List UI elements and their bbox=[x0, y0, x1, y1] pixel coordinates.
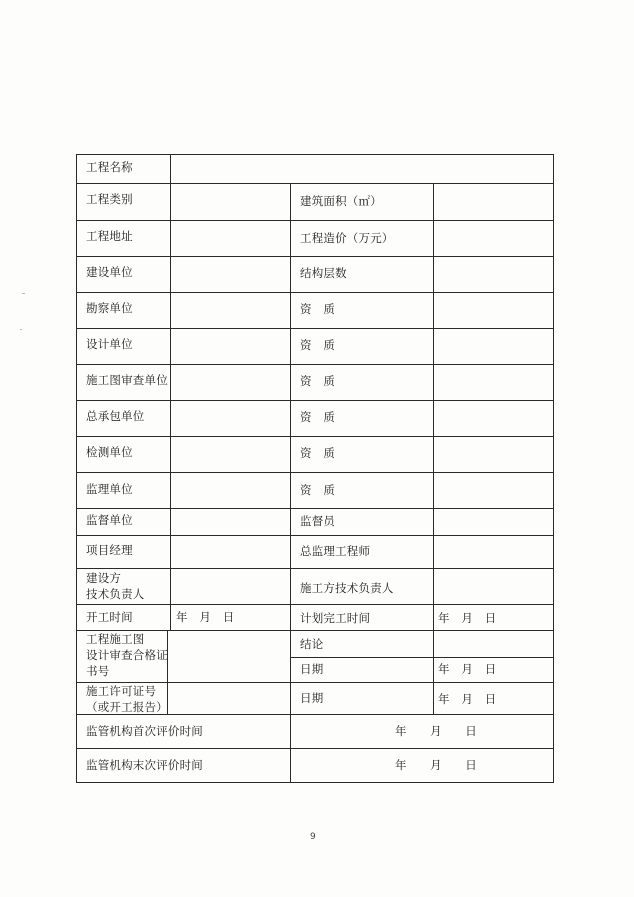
planned-completion-value: 年 月 日 bbox=[438, 611, 497, 625]
project-name-label: 工程名称 bbox=[86, 160, 133, 174]
oversight-unit-label: 监督单位 bbox=[86, 513, 133, 527]
structure-floors-label: 结构层数 bbox=[300, 266, 347, 280]
inspector-label: 监督员 bbox=[300, 514, 336, 528]
construction-permit-line1: 施工许可证号 bbox=[86, 684, 157, 698]
review-date-value: 年 月 日 bbox=[438, 662, 497, 676]
project-address-label: 工程地址 bbox=[86, 229, 133, 243]
construction-permit-line2: （或开工报告） bbox=[86, 700, 168, 714]
supervision-qualification-label: 资 质 bbox=[300, 483, 336, 497]
first-evaluation-label: 监管机构首次评价时间 bbox=[86, 724, 203, 738]
permit-date-label: 日期 bbox=[300, 691, 324, 705]
planned-completion-label: 计划完工时间 bbox=[300, 611, 371, 625]
building-area-label: 建筑面积（㎡） bbox=[300, 194, 382, 208]
scan-speck bbox=[20, 329, 22, 330]
design-review-cert-line2: 设计审查合格证 bbox=[86, 648, 168, 662]
owner-tech-lead-line1: 建设方 bbox=[86, 571, 122, 585]
permit-date-value: 年 月 日 bbox=[438, 692, 497, 706]
project-category-label: 工程类别 bbox=[86, 192, 133, 206]
design-review-cert-label bbox=[86, 631, 168, 679]
design-review-cert-line3: 书号 bbox=[86, 664, 110, 678]
owner-tech-lead-label bbox=[86, 570, 145, 602]
review-qualification-label: 资 质 bbox=[300, 374, 336, 388]
last-evaluation-date: 年 月 日 bbox=[395, 758, 477, 772]
start-date-label: 开工时间 bbox=[86, 610, 133, 624]
design-qualification-label: 资 质 bbox=[300, 338, 336, 352]
design-review-cert-line1: 工程施工图 bbox=[86, 632, 145, 646]
first-evaluation-date: 年 月 日 bbox=[395, 724, 477, 738]
construction-unit-label: 建设单位 bbox=[86, 265, 133, 279]
testing-unit-label: 检测单位 bbox=[86, 445, 133, 459]
construction-permit-label bbox=[86, 683, 168, 715]
drawing-review-unit-label: 施工图审查单位 bbox=[86, 373, 168, 387]
design-unit-label: 设计单位 bbox=[86, 337, 133, 351]
review-date-label: 日期 bbox=[300, 662, 324, 676]
owner-tech-lead-line2: 技术负责人 bbox=[86, 587, 145, 601]
chief-supervisor-label: 总监理工程师 bbox=[300, 544, 371, 558]
project-cost-label: 工程造价（万元） bbox=[300, 231, 394, 245]
contractor-qualification-label: 资 质 bbox=[300, 410, 336, 424]
survey-unit-label: 勘察单位 bbox=[86, 301, 133, 315]
review-conclusion-label: 结论 bbox=[300, 637, 324, 651]
survey-qualification-label: 资 质 bbox=[300, 302, 336, 316]
page-number: 9 bbox=[310, 832, 316, 842]
start-date-value: 年 月 日 bbox=[176, 610, 235, 624]
testing-qualification-label: 资 质 bbox=[300, 446, 336, 460]
scan-speck bbox=[22, 293, 25, 294]
project-manager-label: 项目经理 bbox=[86, 543, 133, 557]
last-evaluation-label: 监管机构末次评价时间 bbox=[86, 758, 203, 772]
supervision-unit-label: 监理单位 bbox=[86, 482, 133, 496]
general-contractor-label: 总承包单位 bbox=[86, 409, 145, 423]
builder-tech-lead-label: 施工方技术负责人 bbox=[300, 581, 394, 595]
